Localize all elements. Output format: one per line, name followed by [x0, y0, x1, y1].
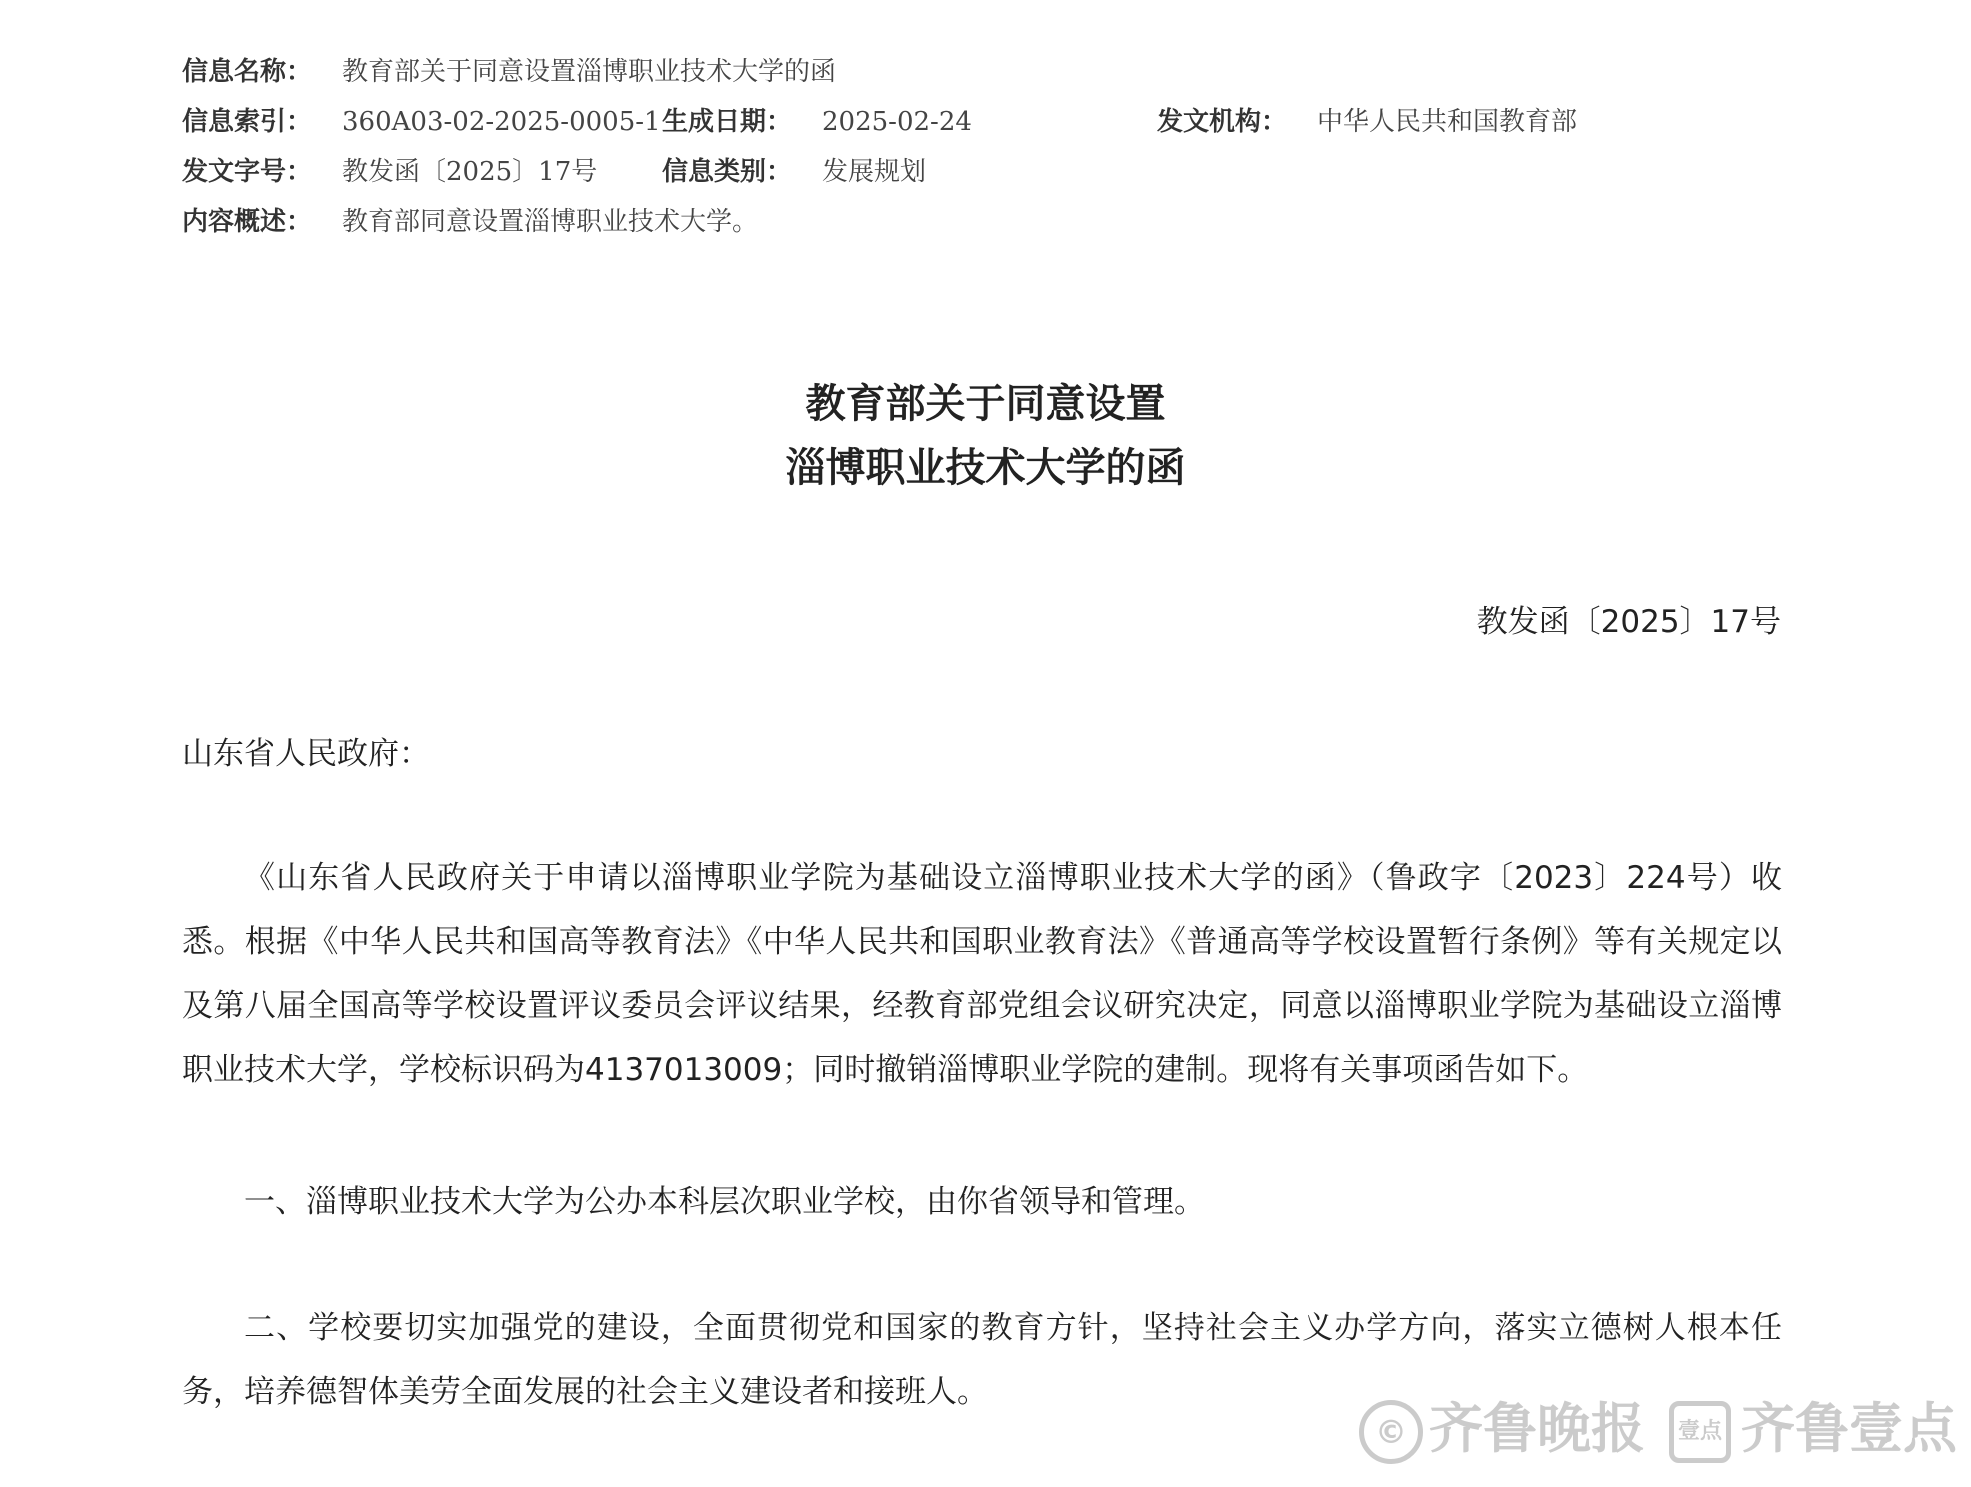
watermark [1359, 1386, 1957, 1464]
meta-docno-value: 教发函〔2025〕17号 [342, 157, 598, 187]
meta-date-label: 生成日期： [662, 107, 793, 137]
watermark-text-2: 齐鲁壹点 [1741, 1397, 1957, 1460]
app-logo-icon: 壹点 [1669, 1401, 1731, 1463]
meta-index-label: 信息索引： [182, 107, 313, 137]
body-paragraph-2: 一、淄博职业技术大学为公办本科层次职业学校，由你省领导和管理。 [244, 1184, 1205, 1220]
body-paragraph-1: 《山东省人民政府关于申请以淄博职业学院为基础设立淄博职业技术大学的函》（鲁政字〔2023〕224号）收悉。根据《中华人民共和国高等教育法》《中华人民共和国职业教育法》《普通高等学校设置暂行条例》等有关规定以及第八届全国高等学校设置评议委员会评议结果，经教育部党组会议研究决定，同意以淄博职业学院为基础设立淄博职业技术大学，学校标识码为4137013009；同时撤销淄博职业学院的建制。现将有关事项函告如下。 [182, 860, 1782, 1088]
meta-summary-value: 教育部同意设置淄博职业技术大学。 [342, 207, 759, 237]
watermark-text-1: 齐鲁晚报 [1429, 1397, 1645, 1460]
meta-category-label: 信息类别： [662, 157, 793, 187]
copyright-icon: © [1359, 1400, 1423, 1464]
title-line-1: 教育部关于同意设置 [805, 381, 1166, 427]
meta-summary-label: 内容概述： [182, 207, 313, 237]
meta-name-label: 信息名称： [182, 57, 313, 87]
meta-issuer-label: 发文机构： [1157, 107, 1288, 137]
meta-index-value: 360A03-02-2025-0005-1 [342, 107, 661, 137]
meta-date-value: 2025-02-24 [822, 107, 972, 137]
document-title [0, 372, 1971, 500]
document-number: 教发函〔2025〕17号 [1476, 604, 1781, 640]
body-paragraph-3: 二、学校要切实加强党的建设，全面贯彻党和国家的教育方针，坚持社会主义办学方向，落实立德树人根本任务，培养德智体美劳全面发展的社会主义建设者和接班人。 [182, 1310, 1782, 1410]
meta-category-value: 发展规划 [822, 157, 927, 187]
title-line-2: 淄博职业技术大学的函 [785, 445, 1186, 491]
salutation: 山东省人民政府： [182, 736, 430, 772]
meta-issuer-value: 中华人民共和国教育部 [1317, 107, 1578, 137]
meta-docno-label: 发文字号： [182, 157, 313, 187]
meta-name-value: 教育部关于同意设置淄博职业技术大学的函 [342, 57, 837, 87]
